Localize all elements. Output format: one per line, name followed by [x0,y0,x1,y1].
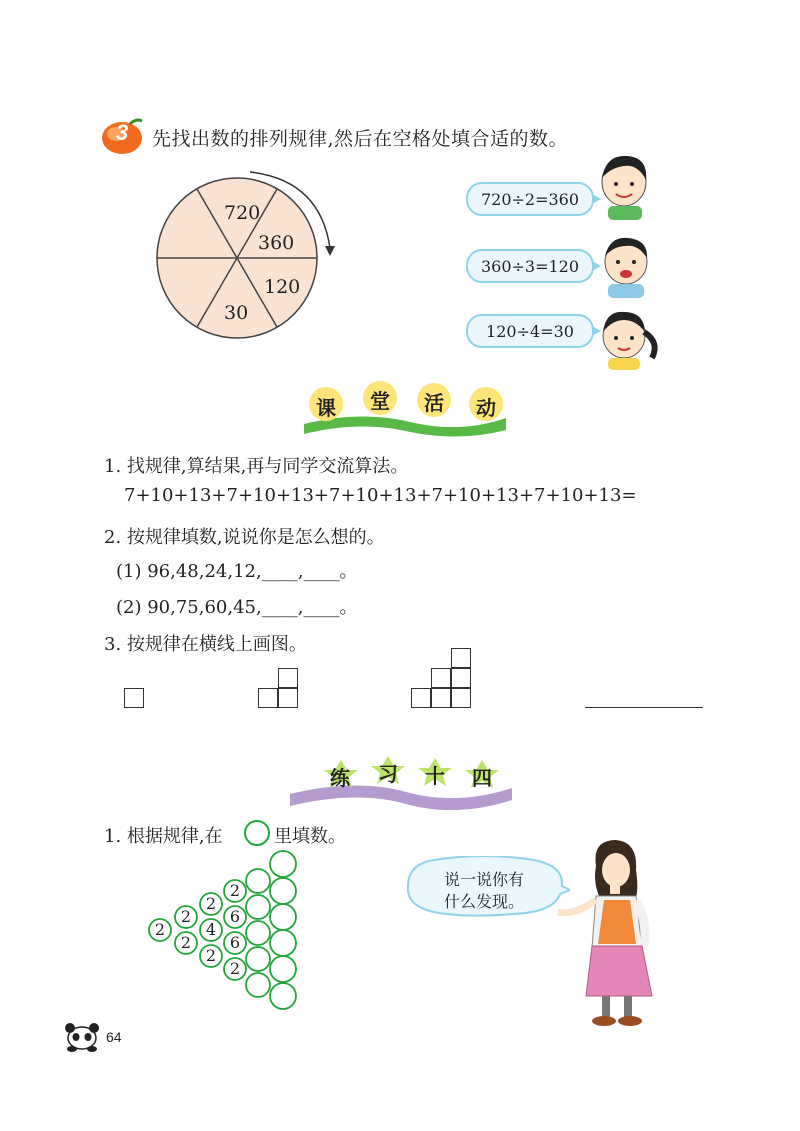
banner-char-2: 堂 [370,389,390,413]
grid-square [278,688,298,708]
problem-3-instruction: 先找出数的排列规律,然后在空格处填合适的数。 [152,128,569,150]
teacher-illustration [552,836,672,1030]
boy-1-illustration [598,152,654,222]
speech-bubble-3: 120÷4=30 [466,314,594,348]
triangle-number: 2 [229,881,241,900]
exercise-banner-char-2: 习 [378,762,398,786]
triangle-number: 2 [154,920,166,939]
triangle-number: 2 [205,894,217,913]
exercise-banner-char-3: 十 [425,764,445,788]
exercise-banner-char-4: 四 [472,766,492,790]
triangle-number: 4 [205,920,217,939]
triangle-number: 2 [180,907,192,926]
grid-square [278,668,298,688]
boy-2-illustration [600,234,656,300]
activity-item-2-title: 2. 按规律填数,说说你是怎么想的。 [104,527,385,548]
pie-number-30: 30 [224,302,249,324]
activity-item-1-title: 1. 找规律,算结果,再与同学交流算法。 [104,456,409,477]
grid-square [431,668,451,688]
triangle-number: 6 [229,933,241,952]
pie-number-120: 120 [264,276,301,298]
inline-circle-icon [244,820,270,846]
grid-square [411,688,431,708]
problem-3-number: 3 [116,120,129,145]
speech-bubble-2: 360÷3=120 [466,249,594,283]
grid-square [124,688,144,708]
triangle-number: 2 [229,959,241,978]
grid-square [431,688,451,708]
grid-square [451,688,471,708]
exercise-banner-char-1: 练 [330,766,350,790]
teacher-bubble-line-2: 什么发现。 [444,892,525,911]
activity-item-2a: (1) 96,48,24,12,____,____。 [116,561,358,582]
exercise-item-1-title-end: 里填数。 [274,826,346,847]
drawing-answer-line[interactable] [585,707,703,708]
activity-item-1-expression: 7+10+13+7+10+13+7+10+13+7+10+13+7+10+13= [124,485,637,506]
teacher-bubble-line-1: 说一说你有 [444,870,525,889]
triangle-number: 2 [205,946,217,965]
grid-square [451,668,471,688]
triangle-number: 6 [229,907,241,926]
panda-icon [62,1022,102,1052]
pie-number-720: 720 [224,202,261,224]
activity-item-2b: (2) 90,75,60,45,____,____。 [116,597,358,618]
pie-number-360: 360 [258,232,295,254]
banner-char-4: 动 [476,396,496,420]
number-pie-chart [150,160,350,350]
speech-bubble-1: 720÷2=360 [466,182,594,216]
exercise-item-1-title-start: 1. 根据规律,在 [104,826,223,847]
banner-char-3: 活 [424,391,444,415]
triangle-number: 2 [180,933,192,952]
banner-char-1: 课 [316,396,336,420]
grid-square [258,688,278,708]
girl-illustration [596,306,662,370]
activity-item-3-title: 3. 按规律在横线上画图。 [104,634,307,655]
page-number: 64 [106,1029,122,1045]
grid-square [451,648,471,668]
